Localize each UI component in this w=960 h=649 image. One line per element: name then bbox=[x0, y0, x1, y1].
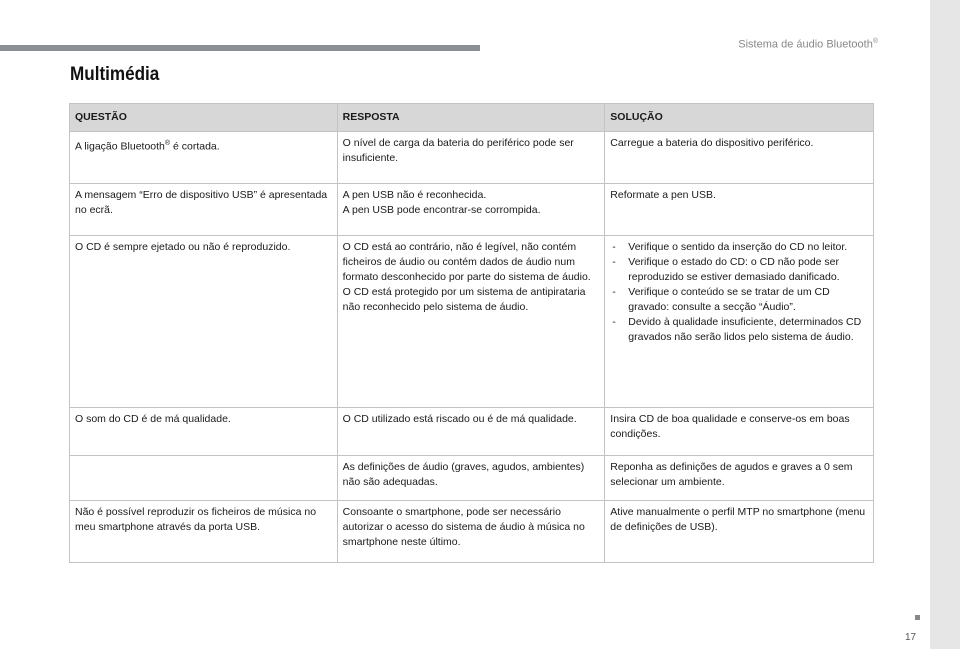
question-cell bbox=[70, 132, 338, 184]
chapter-title bbox=[738, 38, 878, 51]
solution-list-item: - Verifique o conteúdo se se tratar de um CD gravado: consulte a secção “Áudio”. bbox=[610, 285, 867, 315]
table-row bbox=[70, 456, 874, 501]
question-text-rest: é cortada. bbox=[170, 140, 220, 153]
solution-list bbox=[610, 240, 867, 345]
answer-cell: As definições de áudio (graves, agudos, ambientes) não são adequadas. bbox=[337, 456, 605, 501]
question-cell-continued bbox=[70, 456, 338, 501]
answer-paragraph: O CD está ao contrário, não é legível, não contém ficheiros de áudio ou contém dados de áudio num formato desconhecido por parte do sistema de áudio. bbox=[342, 241, 591, 283]
answer-cell bbox=[337, 236, 605, 408]
solution-list-item: - Verifique o estado do CD: o CD não pode ser reproduzido se estiver demasiado danificado. bbox=[610, 255, 867, 285]
table-row bbox=[70, 501, 874, 563]
column-header-answer: RESPOSTA bbox=[337, 104, 605, 132]
solution-cell bbox=[605, 236, 874, 408]
registered-mark: ® bbox=[164, 140, 171, 147]
page-edge-tab bbox=[930, 0, 960, 649]
solution-cell: Carregue a bateria do dispositivo periférico. bbox=[605, 132, 874, 184]
answer-cell: O CD utilizado está riscado ou é de má qualidade. bbox=[337, 408, 605, 456]
question-text: A ligação Bluetooth bbox=[75, 140, 165, 153]
page-number: 17 bbox=[905, 632, 917, 643]
answer-paragraph: O CD está protegido por um sistema de antipirataria não reconhecido pelo sistema de áudio. bbox=[342, 286, 586, 313]
answer-line: A pen USB pode encontrar-se corrompida. bbox=[342, 204, 541, 216]
answer-cell bbox=[337, 184, 605, 236]
table-row bbox=[70, 408, 874, 456]
answer-cell: O nível de carga da bateria do periférico pode ser insuficiente. bbox=[337, 132, 605, 184]
solution-list-item: - Verifique o sentido da inserção do CD no leitor. bbox=[610, 240, 867, 255]
question-cell: O CD é sempre ejetado ou não é reproduzido. bbox=[70, 236, 338, 408]
header-rule bbox=[0, 45, 480, 51]
answer-cell: Consoante o smartphone, pode ser necessário autorizar o acesso do sistema de áudio à música no smartphone neste último. bbox=[337, 501, 605, 563]
table-row bbox=[70, 236, 874, 408]
section-title: Multimédia bbox=[70, 64, 160, 85]
column-header-question: QUESTÃO bbox=[70, 104, 338, 132]
solution-cell: Ative manualmente o perfil MTP no smartphone (menu de definições de USB). bbox=[605, 501, 874, 563]
chapter-title-text: Sistema de áudio Bluetooth bbox=[738, 38, 873, 51]
question-cell: O som do CD é de má qualidade. bbox=[70, 408, 338, 456]
solution-cell: Reponha as definições de agudos e graves a 0 sem selecionar um ambiente. bbox=[605, 456, 874, 501]
page-end-marker bbox=[915, 615, 920, 620]
solution-cell: Insira CD de boa qualidade e conserve-os em boas condições. bbox=[605, 408, 874, 456]
question-cell: A mensagem “Erro de dispositivo USB” é apresentada no ecrã. bbox=[70, 184, 338, 236]
table-header-row bbox=[70, 104, 874, 132]
answer-line: A pen USB não é reconhecida. bbox=[342, 189, 487, 201]
column-header-solution: SOLUÇÃO bbox=[605, 104, 874, 132]
troubleshooting-table bbox=[69, 103, 874, 563]
chapter-title-registered-mark: ® bbox=[872, 38, 878, 45]
question-cell: Não é possível reproduzir os ficheiros de música no meu smartphone através da porta USB. bbox=[70, 501, 338, 563]
solution-list-item: - Devido à qualidade insuficiente, determinados CD gravados não serão lidos pelo sistema de áudio. bbox=[610, 315, 867, 345]
table-row bbox=[70, 132, 874, 184]
solution-cell: Reformate a pen USB. bbox=[605, 184, 874, 236]
table-row bbox=[70, 184, 874, 236]
